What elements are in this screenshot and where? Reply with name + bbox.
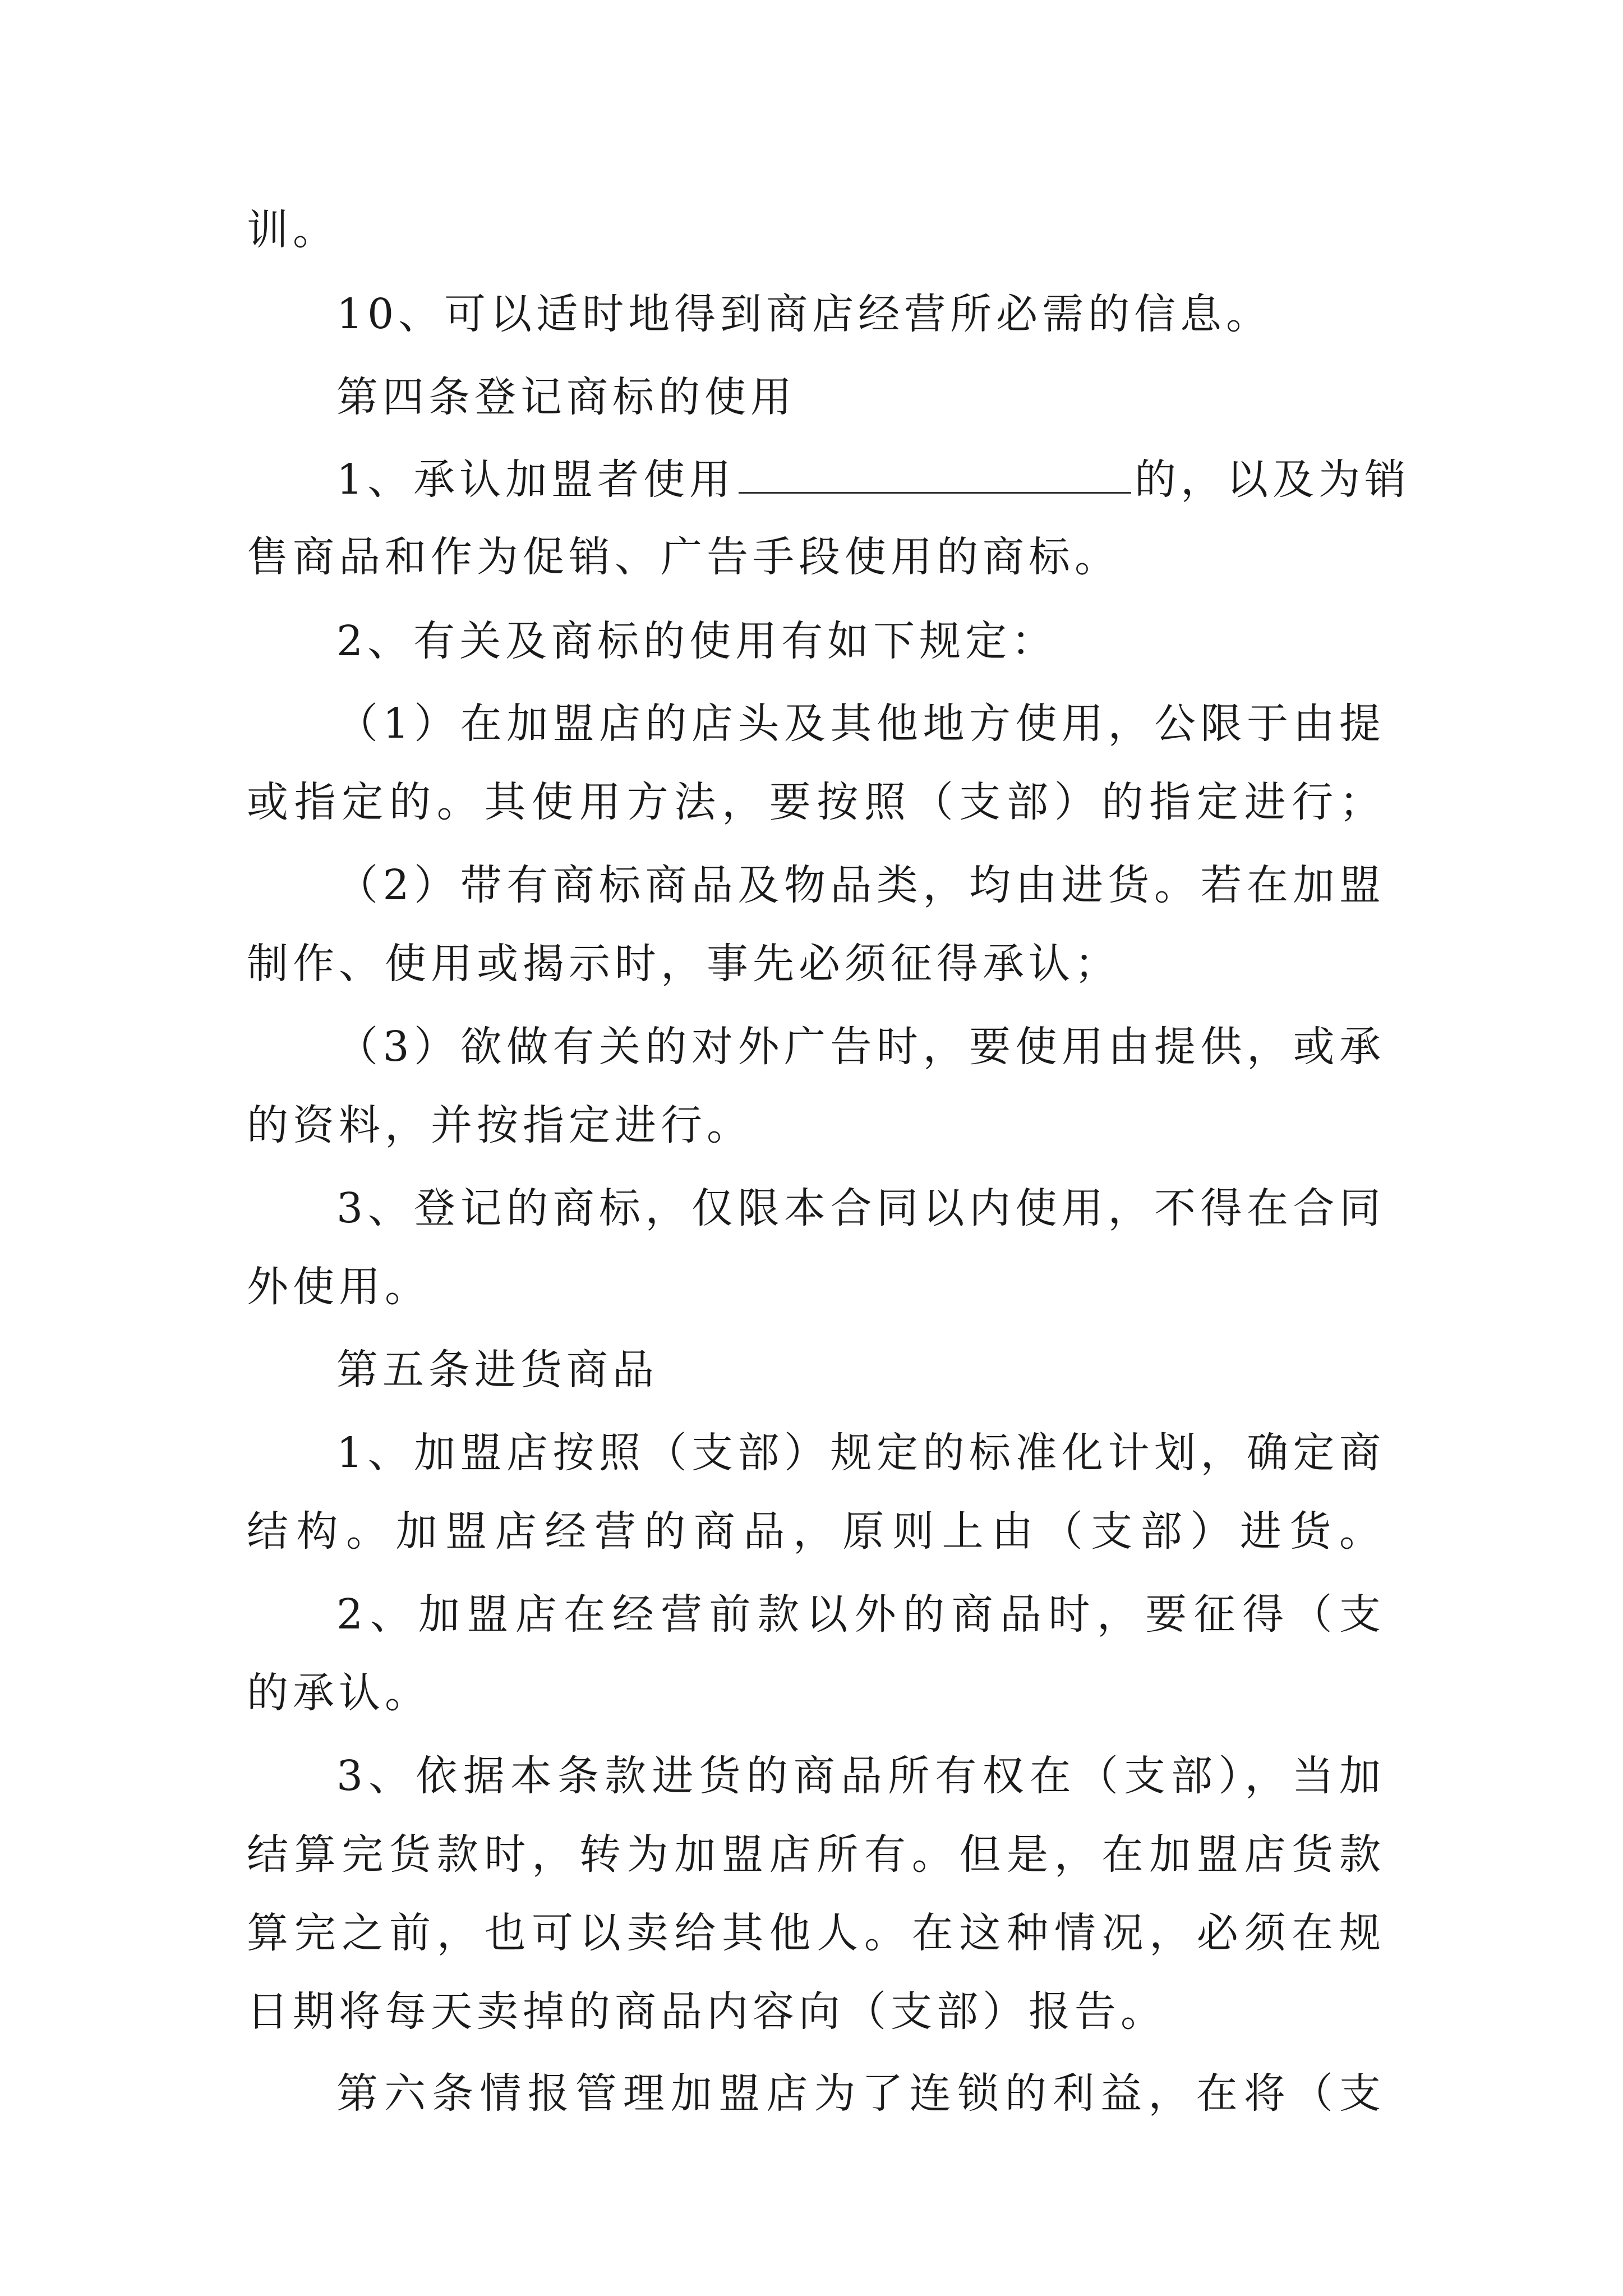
text-line-16: 1、加盟店按照（支部）规定的标准化计划，确定商 bbox=[336, 1429, 1385, 1477]
text-line-18: 2、加盟店在经营前款以外的商品时，要征得（支 bbox=[336, 1590, 1385, 1639]
section-heading-5: 第五条进货商品 bbox=[336, 1346, 658, 1394]
text-line-1: 训。 bbox=[247, 206, 339, 254]
text-line-7: （1）在加盟店的店头及其他地方使用，公限于由提 bbox=[336, 700, 1385, 748]
text-line-6: 2、有关及商标的使用有如下规定： bbox=[336, 617, 1058, 665]
text-line-4 bbox=[336, 446, 1411, 513]
text-line-17: 结构。加盟店经营的商品，原则上由（支部）进货。 bbox=[247, 1507, 1385, 1556]
text-line-4-after-blank: 的，以及为销 bbox=[1135, 455, 1411, 504]
text-line-5: 售商品和作为促销、广告手段使用的商标。 bbox=[247, 533, 1121, 581]
text-line-22: 算完之前，也可以卖给其他人。在这种情况，必须在规 bbox=[247, 1909, 1385, 1957]
text-line-24: 第六条情报管理加盟店为了连锁的利益，在将（支 bbox=[336, 2069, 1385, 2118]
text-line-13: 3、登记的商标，仅限本合同以内使用，不得在合同 bbox=[336, 1184, 1385, 1232]
text-line-20: 3、依据本条款进货的商品所有权在（支部），当加 bbox=[336, 1752, 1385, 1800]
text-line-19: 的承认。 bbox=[247, 1669, 431, 1717]
text-line-2: 10、可以适时地得到商店经营所必需的信息。 bbox=[336, 290, 1272, 338]
text-line-8: 或指定的。其使用方法，要按照（支部）的指定进行； bbox=[247, 778, 1385, 826]
text-line-23: 日期将每天卖掉的商品内容向（支部）报告。 bbox=[247, 1987, 1166, 2036]
text-line-4-before-blank: 1、承认加盟者使用 bbox=[336, 455, 736, 504]
text-line-10: 制作、使用或揭示时，事先必须征得承认； bbox=[247, 940, 1121, 988]
text-line-21: 结算完货款时，转为加盟店所有。但是，在加盟店货款 bbox=[247, 1830, 1385, 1879]
text-line-9: （2）带有商标商品及物品类，均由进货。若在加盟 bbox=[336, 861, 1385, 909]
text-line-12: 的资料，并按指定进行。 bbox=[247, 1101, 753, 1149]
text-line-14: 外使用。 bbox=[247, 1263, 431, 1311]
text-line-11: （3）欲做有关的对外广告时，要使用由提供，或承 bbox=[336, 1023, 1385, 1071]
section-heading-4: 第四条登记商标的使用 bbox=[336, 373, 796, 421]
fill-in-blank[interactable] bbox=[739, 453, 1131, 494]
